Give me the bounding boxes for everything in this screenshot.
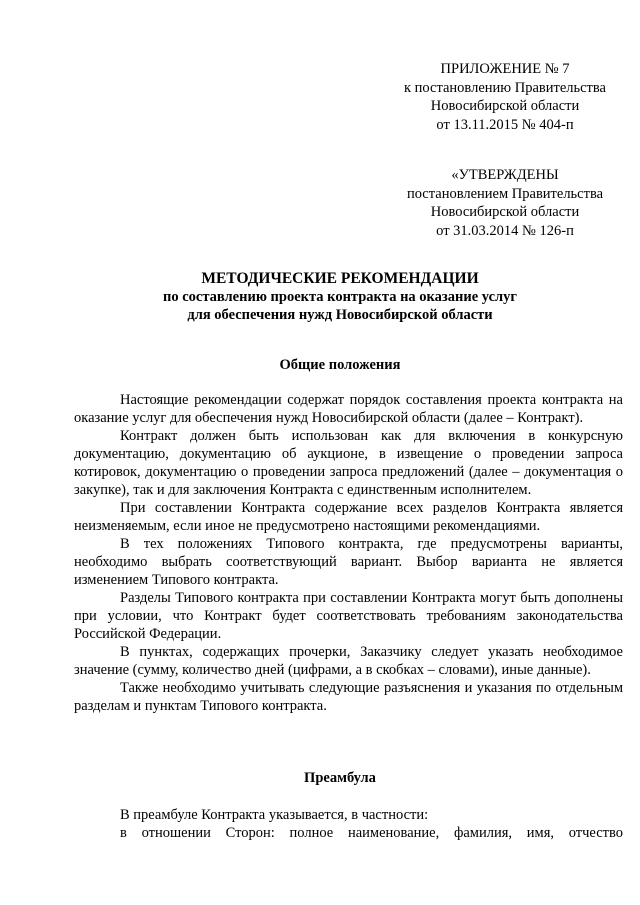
appendix-date: от 13.11.2015 № 404-п: [436, 116, 574, 133]
appendix-region: Новосибирской области: [430, 98, 580, 114]
appendix-block: [375, 60, 635, 134]
paragraph: В пунктах, содержащих прочерки, Заказчику следует указать необходимое значение (сумму, количество дней (цифрами, а в скобках – словами), иные данные).: [74, 644, 623, 678]
title-subtitle-2: для обеспечения нужд Новосибирской области: [187, 307, 493, 323]
appendix-reference: к постановлению Правительства: [404, 79, 606, 96]
appendix-number: ПРИЛОЖЕНИЕ № 7: [440, 61, 570, 77]
section-body-preamble: [74, 806, 623, 842]
paragraph: В тех положениях Типового контракта, где предусмотрены варианты, необходимо выбрать соответствующий вариант. Выбор варианта не является изменением Типового контракта.: [74, 536, 623, 588]
paragraph: При составлении Контракта содержание всех разделов Контракта является неизменяемым, если иное не предусмотрено настоящими рекомендациями.: [74, 500, 623, 534]
approved-date: от 31.03.2014 № 126-п: [436, 222, 574, 239]
paragraph: Настоящие рекомендации содержат порядок составления проекта контракта на оказание услуг для обеспечения нужд Новосибирской области (далее – Контракт).: [74, 392, 623, 426]
paragraph: В преамбуле Контракта указывается, в частности:: [120, 807, 429, 823]
approved-reference: постановлением Правительства: [406, 185, 604, 202]
section-heading-general: Общие положения: [279, 357, 401, 373]
paragraph: Также необходимо учитывать следующие разъяснения и указания по отдельным разделам и пунктам Типового контракта.: [74, 680, 623, 714]
title-main: МЕТОДИЧЕСКИЕ РЕКОМЕНДАЦИИ: [201, 270, 479, 287]
section-body-general: [74, 391, 623, 715]
title-subtitle-1: по составлению проекта контракта на оказание услуг: [163, 289, 517, 305]
approved-block: [370, 166, 640, 240]
section-heading-preamble: Преамбула: [304, 770, 376, 786]
paragraph: Разделы Типового контракта при составлении Контракта могут быть дополнены при условии, что Контракт будет соответствовать требованиям законодательства Российской Федерации.: [74, 590, 623, 642]
document-title: [60, 270, 620, 324]
approved-label: «УТВЕРЖДЕНЫ: [451, 167, 559, 183]
paragraph: в отношении Сторон: полное наименование, фамилия, имя, отчество: [120, 825, 623, 841]
approved-region: Новосибирской области: [430, 204, 580, 220]
paragraph: Контракт должен быть использован как для включения в конкурсную документацию, документацию об аукционе, в извещение о проведении запроса котировок, документацию о проведении запроса предложений (далее – документация о закупке), так и для заключения Контракта с единственным исполнителем.: [74, 428, 623, 498]
